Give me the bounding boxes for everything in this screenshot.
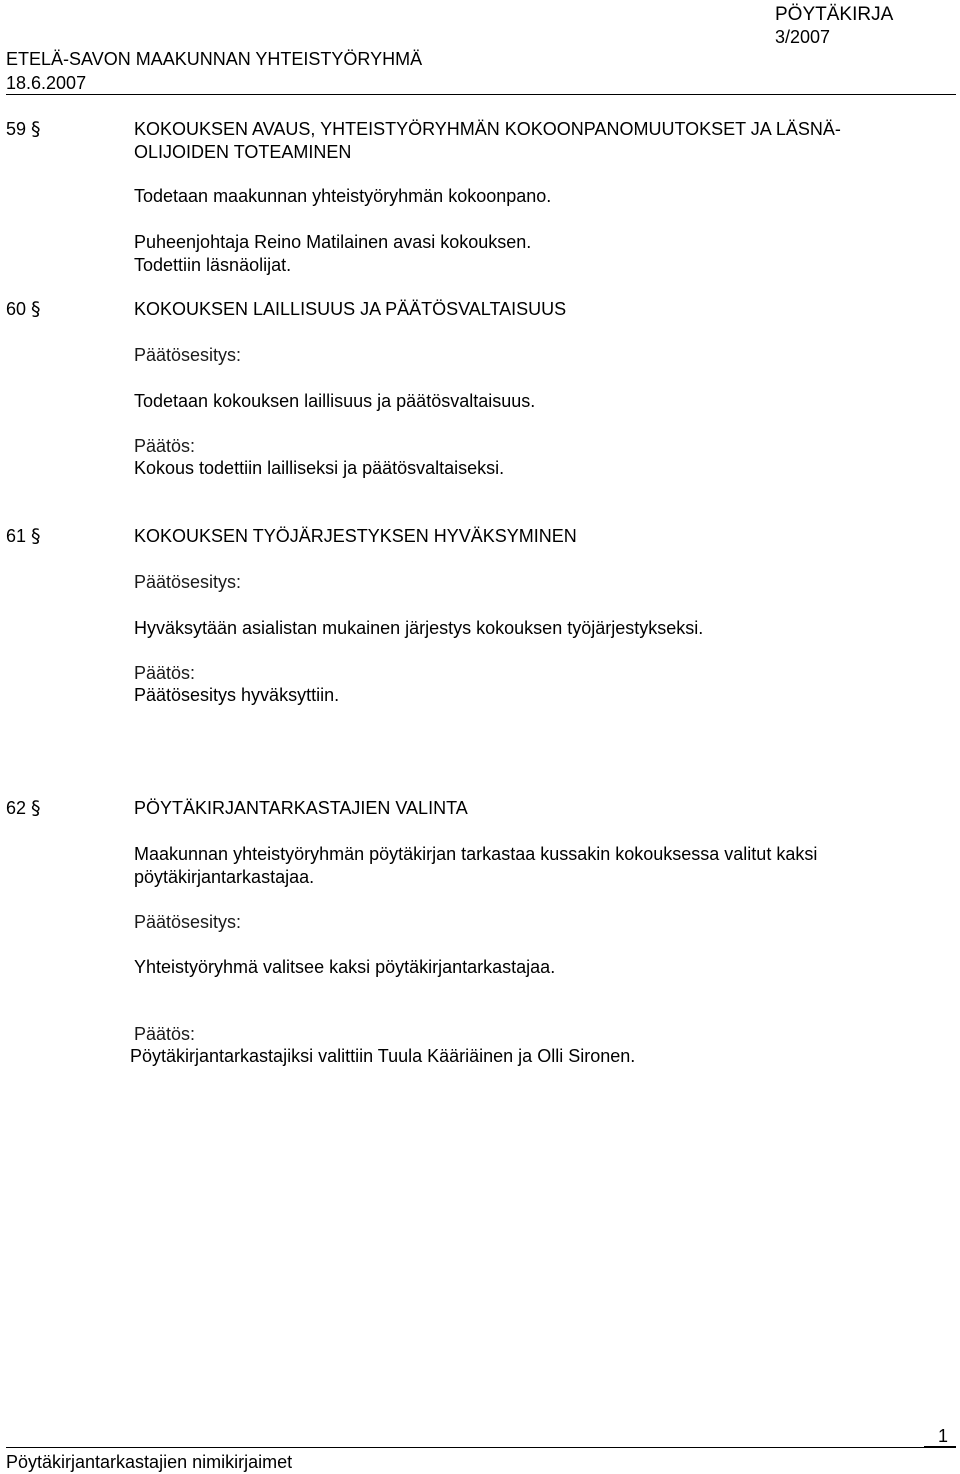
section-sign-icon: § [31,118,41,140]
header-rule [6,94,956,95]
section-sign-icon: § [31,797,41,819]
section-62-intro-line1: Maakunnan yhteistyöryhmän pöytäkirjan tarkastaa kussakin kokouksessa valitut kaksi [134,844,818,864]
section-62-title: PÖYTÄKIRJANTARKASTAJIEN VALINTA [134,798,468,818]
section-60-decision-label: Päätös: [134,436,196,456]
section-60-number [6,298,41,320]
section-59-attendance-note: Todettiin läsnäolijat. [134,255,292,275]
section-number: 60 [6,299,27,319]
section-61-proposal: Hyväksytään asialistan mukainen järjestys kokouksen työjärjestykseksi. [134,618,704,638]
section-61-decision: Päätösesitys hyväksyttiin. [134,685,340,705]
section-61-title: KOKOUKSEN TYÖJÄRJESTYKSEN HYVÄKSYMINEN [134,526,577,546]
document-number: 3/2007 [775,27,831,47]
section-59-title-line2: OLIJOIDEN TOTEAMINEN [134,142,352,162]
signature-label: Pöytäkirjantarkastajien nimikirjaimet [6,1452,293,1472]
section-60-proposal-label: Päätösesitys: [134,345,242,365]
section-61-number [6,525,41,547]
section-59-paragraph: Todetaan maakunnan yhteistyöryhmän kokoonpano. [134,186,552,206]
section-60-title: KOKOUKSEN LAILLISUUS JA PÄÄTÖSVALTAISUUS [134,299,567,319]
section-62-decision-label: Päätös: [134,1024,196,1044]
section-62-intro-line2: pöytäkirjantarkastajaa. [134,867,315,887]
section-sign-icon: § [31,525,41,547]
section-60-decision: Kokous todettiin lailliseksi ja päätösvaltaiseksi. [134,458,505,478]
section-59-number [6,118,41,140]
document-type: PÖYTÄKIRJA [775,4,894,25]
section-number: 61 [6,526,27,546]
section-59-chair-note: Puheenjohtaja Reino Matilainen avasi kokouksen. [134,232,532,252]
footer-rule [6,1447,924,1448]
section-61-proposal-label: Päätösesitys: [134,572,242,592]
organization-name: ETELÄ-SAVON MAAKUNNAN YHTEISTYÖRYHMÄ [6,49,423,69]
section-62-decision: Pöytäkirjantarkastajiksi valittiin Tuula Kääriäinen ja Olli Sironen. [130,1046,636,1066]
section-60-proposal: Todetaan kokouksen laillisuus ja päätösvaltaisuus. [134,391,536,411]
section-62-number [6,797,41,819]
section-number: 59 [6,119,27,139]
section-59-title-line1: KOKOUKSEN AVAUS, YHTEISTYÖRYHMÄN KOKOONPANOMUUTOKSET JA LÄSNÄ- [134,119,841,139]
footer-rule-end [924,1446,956,1448]
section-62-proposal-label: Päätösesitys: [134,912,242,932]
section-number: 62 [6,798,27,818]
section-sign-icon: § [31,298,41,320]
section-62-proposal: Yhteistyöryhmä valitsee kaksi pöytäkirjantarkastajaa. [134,957,556,977]
section-61-decision-label: Päätös: [134,663,196,683]
page-number: 1 [938,1426,949,1446]
meeting-date: 18.6.2007 [6,73,87,93]
